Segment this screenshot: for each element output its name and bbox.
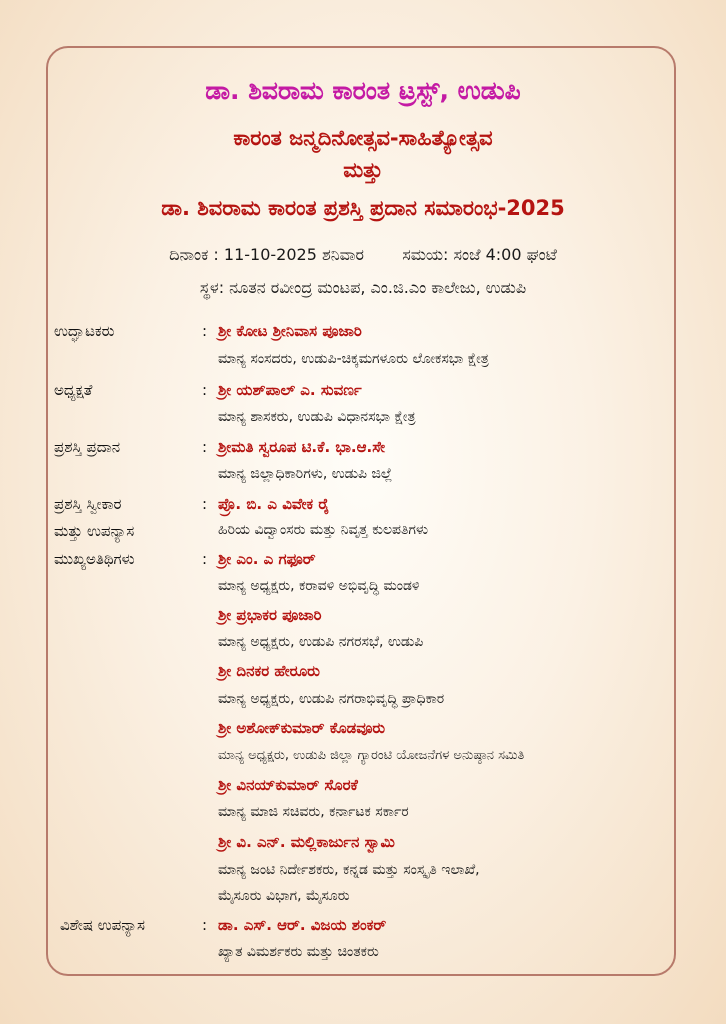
colon: : [202,438,208,456]
chief-guest-name: ಶ್ರೀ ವಿ. ಎನ್. ಮಲ್ಲಿಕಾರ್ಜುನ ಸ್ವಾಮಿ [218,833,395,851]
chief-guest-desc-row [0,748,726,772]
conjunction-title: ಮತ್ತು [343,158,383,182]
president-name: ಶ್ರೀ ಯಶ್‌ಪಾಲ್ ಎ. ಸುವರ್ಣ [218,381,362,399]
colon: : [202,381,208,399]
chief-guest-row [0,719,726,743]
award-recipient-label: ಪ್ರಶಸ್ತಿ ಸ್ವೀಕಾರ [54,495,122,513]
special-lecture-label: ವಿಶೇಷ ಉಪನ್ಯಾಸ [60,916,145,934]
president-desc: ಮಾನ್ಯ ಶಾಸಕರು, ಉಡುಪಿ ವಿಧಾನಸಭಾ ಕ್ಷೇತ್ರ [218,409,416,425]
chief-guest-name: ಶ್ರೀ ದಿನಕರ ಹೇರೂರು [218,662,320,680]
award-recipient-row [0,495,726,519]
special-lecture-desc-row [0,944,726,968]
chief-guest-desc: ಮಾನ್ಯ ಮಾಜಿ ಸಚಿವರು, ಕರ್ನಾಟಕ ಸರ್ಕಾರ [218,804,409,820]
chief-guests-label: ಮುಖ್ಯಅತಿಥಿಗಳು [54,550,135,568]
chief-guest-desc-row [0,804,726,828]
event-venue: ಸ್ಥಳ: ನೂತನ ರವೀಂದ್ರ ಮಂಟಪ, ಎಂ.ಜಿ.ಎಂ ಕಾಲೇಜು, ಉಡುಪಿ [199,278,527,297]
chief-guest-name: ಶ್ರೀ ಅಶೋಕ್‌ಕುಮಾರ್ ಕೊಡವೂರು [218,719,386,737]
chief-guest-desc-row [0,862,726,886]
award-recipient-name: ಪ್ರೊ. ಬಿ. ಎ ವಿವೇಕ ರೈ [218,495,330,513]
inaugurator-desc: ಮಾನ್ಯ ಸಂಸದರು, ಉಡುಪಿ-ಚಿಕ್ಕಮಗಳೂರು ಲೋಕಸಭಾ ಕ್ಷೇತ್ರ [218,351,489,367]
chief-guest-desc: ಮಾನ್ಯ ಜಂಟಿ ನಿರ್ದೇಶಕರು, ಕನ್ನಡ ಮತ್ತು ಸಂಸ್ಕೃತಿ ಇಲಾಖೆ, [218,862,480,878]
chief-guest-row [0,776,726,800]
award-presentation-label: ಪ್ರಶಸ್ತಿ ಪ್ರದಾನ [54,438,121,456]
special-lecture-row [0,916,726,940]
chief-guest-row [0,606,726,630]
colon: : [202,916,208,934]
colon: : [202,495,208,513]
chief-guest-desc-row [0,634,726,658]
chief-guest-row [0,662,726,686]
chief-guest-desc: ಮಾನ್ಯ ಅಧ್ಯಕ್ಷರು, ಉಡುಪಿ ಜಿಲ್ಲಾ ಗ್ಯಾರಂಟಿ ಯೋಜನೆಗಳ ಅನುಷ್ಠಾನ ಸಮಿತಿ [218,748,525,763]
chief-guest-desc-row [0,888,726,912]
event-date: ದಿನಾಂಕ : 11-10-2025 ಶನಿವಾರ [169,245,365,264]
award-ceremony-title: ಡಾ. ಶಿವರಾಮ ಕಾರಂತ ಪ್ರಶಸ್ತಿ ಪ್ರದಾನ ಸಮಾರಂಭ-2025 [161,196,565,220]
colon: : [202,550,208,568]
chief-guest-desc-row [0,691,726,715]
award-recipient-desc: ಹಿರಿಯ ವಿದ್ವಾಂಸರು ಮತ್ತು ನಿವೃತ್ತ ಕುಲಪತಿಗಳು [218,522,429,538]
chief-guest-desc-row [0,578,726,602]
president-desc-row [0,409,726,433]
event-time: ಸಮಯ: ಸಂಜೆ 4:00 ಘಂಟೆ [402,245,557,264]
inaugurator-desc-row [0,351,726,375]
event-title: ಕಾರಂತ ಜನ್ಮದಿನೋತ್ಸವ-ಸಾಹಿತ್ಯೋತ್ಸವ [233,126,493,150]
award-presentation-desc-row [0,466,726,490]
chief-guest-row [0,833,726,857]
award-presentation-row [0,438,726,462]
award-presentation-name: ಶ್ರೀಮತಿ ಸ್ವರೂಪ ಟಿ.ಕೆ. ಭಾ.ಆ.ಸೇ [218,438,386,456]
date-time-line [0,245,726,265]
chief-guest-name: ಶ್ರೀ ವಿನಯ್‌ಕುಮಾರ್ ಸೊರಕೆ [218,776,358,794]
president-label: ಅಧ್ಯಕ್ಷತೆ [54,381,93,399]
chief-guest-desc: ಮಾನ್ಯ ಅಧ್ಯಕ್ಷರು, ಕರಾವಳಿ ಅಭಿವೃದ್ಧಿ ಮಂಡಳಿ [218,578,420,594]
inaugurator-label: ಉದ್ಘಾಟಕರು [54,322,115,340]
special-lecture-desc: ಖ್ಯಾತ ವಿಮರ್ಶಕರು ಮತ್ತು ಚಿಂತಕರು [218,944,379,960]
chief-guest-name: ಶ್ರೀ ಪ್ರಭಾಕರ ಪೂಜಾರಿ [218,606,322,624]
award-recipient-label-2: ಮತ್ತು ಉಪನ್ಯಾಸ [54,522,135,540]
inaugurator-row [0,322,726,346]
chief-guest-desc: ಮಾನ್ಯ ಅಧ್ಯಕ್ಷರು, ಉಡುಪಿ ನಗರಾಭಿವೃದ್ಧಿ ಪ್ರಾಧಿಕಾರ [218,691,445,707]
chief-guest-row [0,550,726,574]
special-lecture-name: ಡಾ. ಎಸ್. ಆರ್. ವಿಜಯ ಶಂಕರ್ [218,916,387,934]
president-row [0,381,726,405]
chief-guest-desc: ಮಾನ್ಯ ಅಧ್ಯಕ್ಷರು, ಉಡುಪಿ ನಗರಸಭೆ, ಉಡುಪಿ [218,634,424,650]
chief-guest-desc-continued: ಮೈಸೂರು ವಿಭಾಗ, ಮೈಸೂರು [218,888,350,904]
trust-title: ಡಾ. ಶಿವರಾಮ ಕಾರಂತ ಟ್ರಸ್ಟ್, ಉಡುಪಿ [205,76,521,105]
award-recipient-desc-row [0,522,726,546]
award-presentation-desc: ಮಾನ್ಯ ಜಿಲ್ಲಾಧಿಕಾರಿಗಳು, ಉಡುಪಿ ಜಿಲ್ಲೆ [218,466,393,482]
colon: : [202,322,208,340]
chief-guest-name: ಶ್ರೀ ಎಂ. ಎ ಗಫೂರ್ [218,550,316,568]
inaugurator-name: ಶ್ರೀ ಕೋಟ ಶ್ರೀನಿವಾಸ ಪೂಜಾರಿ [218,322,362,340]
